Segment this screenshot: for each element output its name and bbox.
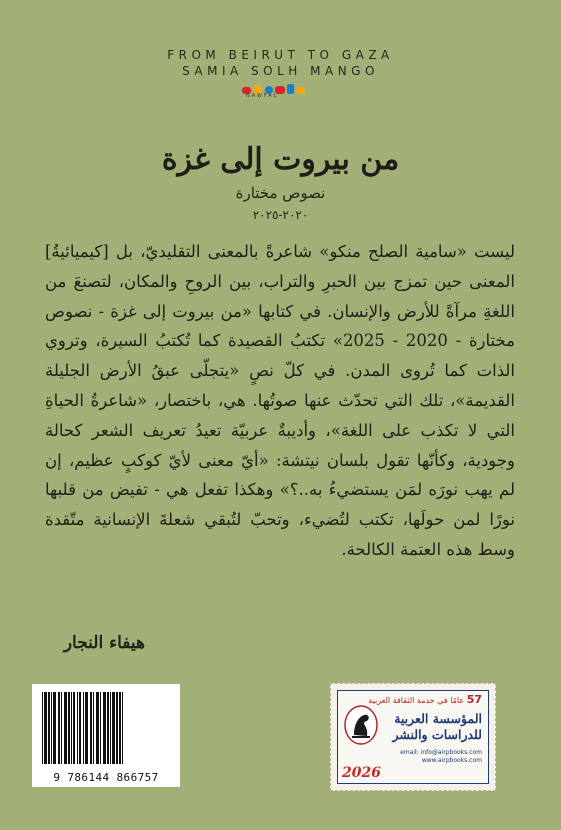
barcode-bars (40, 692, 172, 764)
years-badge (368, 693, 482, 706)
barcode-bar (42, 692, 43, 764)
barcode-bar (110, 692, 111, 764)
publisher-name-line1: المؤسسة العربية (394, 711, 482, 726)
isbn-barcode (32, 684, 180, 787)
blurb-paragraph: ليست «سامية الصلح منكو» شاعرةً بالمعنى التقليديّ، بل [كيميائيةُ] المعنى حين تمزج بين الحبرِ والتراب، بين الروحِ والمكان، لتصنعَ من اللغةِ مرآةً للأرض والإنسان. في كتابها «من بيروت إلى غزة - نصوص مختارة - 2020 - 2025» تكتبُ القصيدة كما تُكتبُ السيرة، وتروي الذات كما تُروى المدن. في كلّ نصٍ «يتجلّى عبقُ الأرض الجليلة القديمة»، تلك التي تحدّث عنها صوتُها. هي، باختصار، «شاعرةُ الحياةِ التي لا تكذب على اللغة»، وأديبةٌ عربيّة تعيدُ تعريف الشعر كحالة وجودية، وكأنّها تقول بلسان نيتشة: «أيّ معنى لأيّ كوكبٍ عظيم، إن لم يهب نورَه لمَن يستضيءُ به..؟» وهكذا تفعل هي - تفيض من قلبها نورًا لمن حولَها، تكتب لتُضيء، وتحبّ لتُبقي شعلةَ الإنسانية متّقدة وسط هذه العتمة الكالحة. (45, 242, 515, 559)
years-badge-text: عامًا في خدمة الثقافة العربية (368, 696, 465, 705)
english-author: SAMIA SOLH MANGO (182, 64, 379, 78)
barcode-bar (71, 692, 72, 764)
horse-emblem-icon (344, 705, 378, 745)
publisher-email: email: info@airpbooks.com (400, 749, 482, 756)
publisher-website: www.airpbooks.com (421, 757, 482, 764)
blurb-text (45, 237, 515, 565)
barcode-bar (68, 692, 70, 764)
barcode-bar (103, 692, 106, 764)
barcode-bar (96, 692, 99, 764)
barcode-bar (79, 692, 81, 764)
book-years: ٢٠٢٠-٢٠٢٥ (252, 208, 309, 222)
barcode-bar (112, 692, 115, 764)
years-badge-number: 57 (466, 693, 482, 706)
blurb-signature: هيفاء النجار (63, 633, 145, 653)
barcode-bar (100, 692, 101, 764)
book-subtitle: نصوص مختارة (235, 184, 326, 202)
barcode-bar (73, 692, 75, 764)
barcode-bar (51, 692, 52, 764)
barcode-bar (116, 692, 118, 764)
barcode-bar (122, 692, 123, 764)
english-title: FROM BEIRUT TO GAZA (167, 48, 394, 62)
english-header (0, 47, 561, 79)
barcode-bar (83, 692, 84, 764)
barcode-bar (77, 692, 78, 764)
barcode-bar (119, 692, 121, 764)
barcode-bar (61, 692, 62, 764)
book-title-arabic: من بيروت إلى غزة (161, 142, 400, 177)
publication-year: 2026 (342, 765, 381, 781)
publisher-name (392, 711, 482, 743)
barcode-bar (44, 692, 47, 764)
barcode-bar (64, 692, 67, 764)
isbn-number: 9 786144 866757 (53, 771, 159, 784)
barcode-bar (48, 692, 50, 764)
barcode-bar (53, 692, 56, 764)
barcode-bar (58, 692, 60, 764)
publisher-stamp (330, 683, 496, 791)
barcode-bar (90, 692, 92, 764)
publisher-name-line2: للدراسات والنشر (392, 727, 482, 742)
barcode-bar (107, 692, 109, 764)
publisher-logo-tagline: NAWFAL (246, 93, 279, 99)
publisher-logo (242, 80, 320, 98)
publisher-stamp-frame (337, 690, 489, 784)
barcode-bar (93, 692, 94, 764)
barcode-bar (85, 692, 88, 764)
